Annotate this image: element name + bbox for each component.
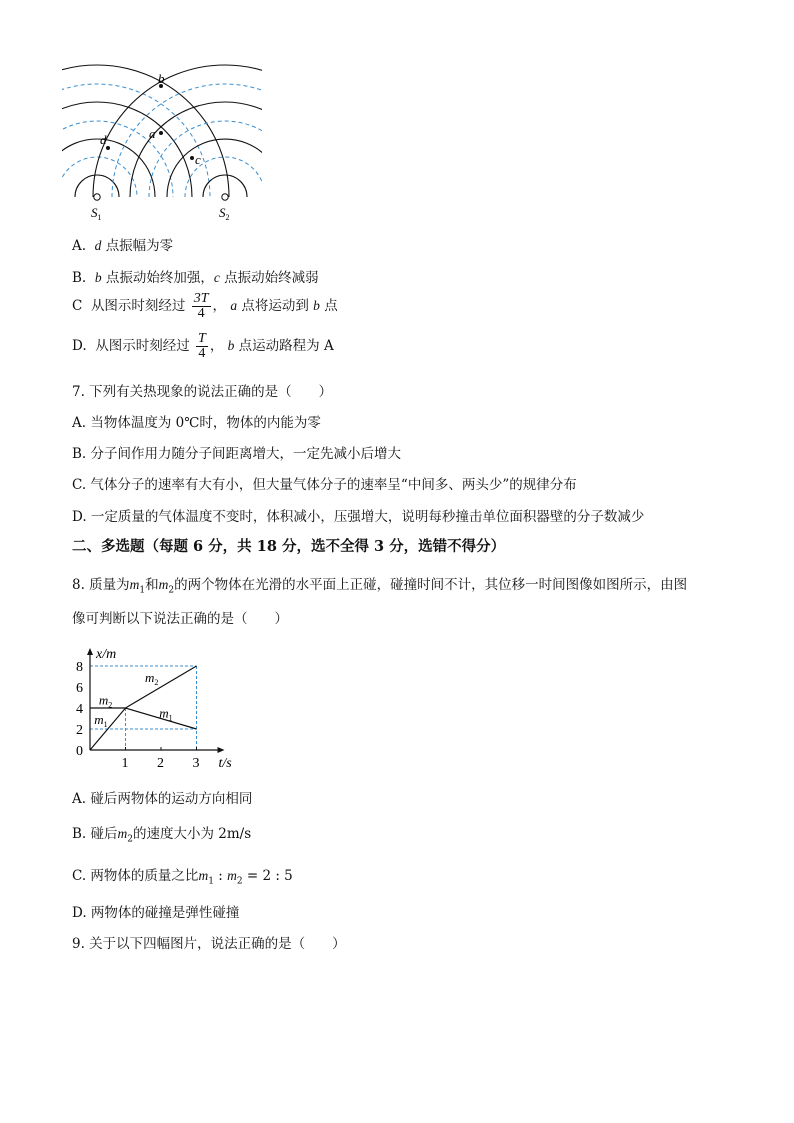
q8-stem-line2: 像可判断以下说法正确的是（ ） [72, 611, 288, 627]
source-s1-label: $S_1$ [91, 205, 102, 220]
section-heading: 二、多选题（每题 6 分，共 18 分，选不全得 3 分，选错不得分） [72, 538, 506, 555]
source-s2-label: $S_2$ [219, 205, 230, 220]
x-axis-label: t/s [218, 756, 232, 770]
source-s1 [94, 194, 100, 200]
interference-figure [62, 60, 262, 220]
q8-option-c: C. 两物体的质量之比$m_1$ : $m_2 = 2$ : 5 [72, 868, 293, 887]
y-axis-label: x/m [96, 647, 117, 662]
y-tick-label: 8 [76, 660, 83, 675]
q6-option-a: A. d 点振幅为零 [72, 238, 174, 254]
series-label-m1: $m_1$ [94, 711, 108, 729]
y-axis-arrow [87, 648, 93, 655]
fraction-3t-over-4: $\frac{3T}{4}$ [193, 291, 209, 321]
point-a-label: a [149, 126, 156, 141]
q8-option-a: A. 碰后两物体的运动方向相同 [72, 791, 253, 807]
point-a-dot [159, 131, 163, 135]
q7-option-a: A. 当物体温度为 0℃时，物体的内能为零 [72, 415, 321, 431]
y-tick-label: 0 [76, 744, 83, 759]
x-tick-label: 2 [157, 756, 164, 770]
q7-option-d: D. 一定质量的气体温度不变时，体积减小，压强增大，说明每秒撞击单位面积器壁的分子数减少 [72, 509, 645, 525]
x-tick-label: 1 [121, 756, 129, 770]
q8-option-b: B. 碰后$m_2$的速度大小为 2m/s [72, 826, 252, 845]
fraction-t-over-4: $\frac{T}{4}$ [198, 331, 206, 361]
position-time-chart [68, 640, 248, 770]
point-c-dot [190, 156, 194, 160]
q8-option-d: D. 两物体的碰撞是弹性碰撞 [72, 905, 240, 921]
point-d-label: d [100, 132, 107, 147]
wave-trough-s1 [62, 157, 137, 197]
point-d-dot [106, 146, 110, 150]
q6-option-b: B. b 点振动始终加强，c 点振动始终减弱 [72, 270, 319, 286]
q7-option-c: C. 气体分子的速率有大有小，但大量气体分子的速率呈“中间多、两头少”的规律分布 [72, 477, 577, 493]
q8-stem-line1: 8. 质量为$m_1$和$m_2$的两个物体在光滑的水平面上正碰，碰撞时间不计，其位移一时间图像如图所示，由图 [72, 577, 688, 596]
q7-option-b: B. 分子间作用力随分子间距离增大，一定先减小后增大 [72, 446, 402, 462]
q9-stem: 9. 关于以下四幅图片，说法正确的是（ ） [72, 936, 346, 952]
q7-stem: 7. 下列有关热现象的说法正确的是（ ） [72, 384, 333, 400]
y-tick-label: 4 [76, 702, 83, 717]
y-tick-label: 2 [76, 723, 83, 738]
q6-option-d: D. 从图示时刻经过 $\frac{T}{4}$ ， b 点运动路程为 A [72, 331, 334, 361]
point-b-label: b [158, 71, 165, 86]
source-s2 [222, 194, 228, 200]
x-tick-label: 3 [192, 756, 200, 770]
x-axis-arrow [218, 747, 225, 753]
series-label-m2: $m_2$ [98, 692, 113, 710]
wave-crest-s1 [62, 102, 192, 197]
series-label-m2: $m_2$ [145, 669, 159, 687]
series-label-m1: $m_1$ [159, 705, 173, 723]
point-c-label: c [195, 152, 201, 167]
wave-crest-s2 [167, 139, 262, 197]
y-tick-label: 6 [76, 681, 83, 696]
q6-option-c: C 从图示时刻经过 $\frac{3T}{4}$ ， a 点将运动到 b 点 [72, 291, 338, 321]
